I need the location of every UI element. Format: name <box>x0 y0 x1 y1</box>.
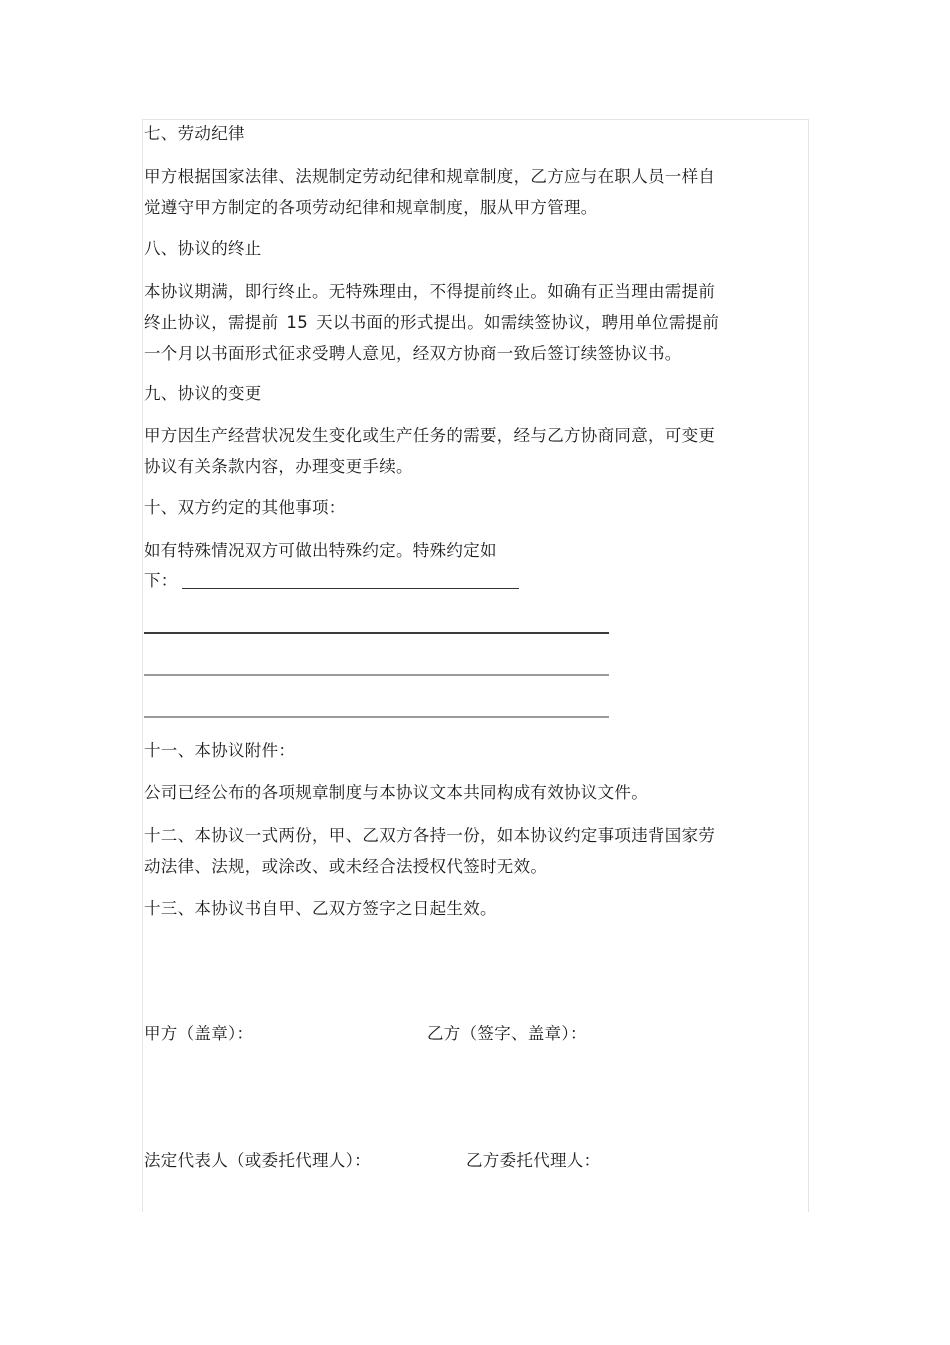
section-8-text-line-2 <box>144 313 719 333</box>
party-a-seal-label: 甲方（盖章）： <box>144 1024 254 1043</box>
section-7-text-line-1: 甲方根据国家法律、法规制定劳动纪律和规章制度，乙方应与在职人员一样自 <box>144 167 716 186</box>
section-10-heading: 十、双方约定的其他事项： <box>144 498 346 517</box>
section-7-heading: 七、劳动纪律 <box>144 124 245 143</box>
section-11-text-line-1: 公司已经公布的各项规章制度与本协议文本共同构成有效协议文件。 <box>144 783 648 802</box>
blank-line-1 <box>144 632 609 634</box>
section-8-heading: 八、协议的终止 <box>144 239 262 258</box>
section-9-text-line-2: 协议有关条款内容，办理变更手续。 <box>144 457 413 476</box>
section-11-heading: 十一、本协议附件： <box>144 741 296 760</box>
section-10-text-line-2: 下： <box>144 571 178 590</box>
section-8-text-line-3: 一个月以书面形式征求受聘人意见，经双方协商一致后签订续签协议书。 <box>144 344 682 363</box>
section-7-text-line-2: 觉遵守甲方制定的各项劳动纪律和规章制度，服从甲方管理。 <box>144 198 598 217</box>
party-b-signature-label: 乙方（签字、盖章）： <box>427 1024 587 1043</box>
section-8-line-2-pre: 终止协议，需提前 <box>144 313 279 332</box>
section-8-line-2-post: 天以书面的形式提出。如需续签协议，聘用单位需提前 <box>316 313 720 332</box>
party-b-agent-label: 乙方委托代理人： <box>466 1151 601 1170</box>
section-9-text-line-1: 甲方因生产经营状况发生变化或生产任务的需要，经与乙方协商同意，可变更 <box>144 426 716 445</box>
section-12-text-line-2: 动法律、法规，或涂改、或未经合法授权代签时无效。 <box>144 857 548 876</box>
blank-line-3 <box>144 716 609 718</box>
blank-line-2 <box>144 674 609 676</box>
section-13-text-line-1: 十三、本协议书自甲、乙双方签字之日起生效。 <box>144 899 497 918</box>
section-9-heading: 九、协议的变更 <box>144 384 262 403</box>
section-8-text-line-1: 本协议期满，即行终止。无特殊理由，不得提前终止。如确有正当理由需提前 <box>144 282 716 301</box>
section-10-text-line-1: 如有特殊情况双方可做出特殊约定。特殊约定如 <box>144 541 497 560</box>
special-agreement-blank-line <box>182 588 519 589</box>
legal-representative-label: 法定代表人（或委托代理人）： <box>144 1151 371 1170</box>
section-12-text-line-1: 十二、本协议一式两份，甲、乙双方各持一份，如本协议约定事项违背国家劳 <box>144 826 716 845</box>
section-8-notice-days: 15 <box>286 313 309 332</box>
